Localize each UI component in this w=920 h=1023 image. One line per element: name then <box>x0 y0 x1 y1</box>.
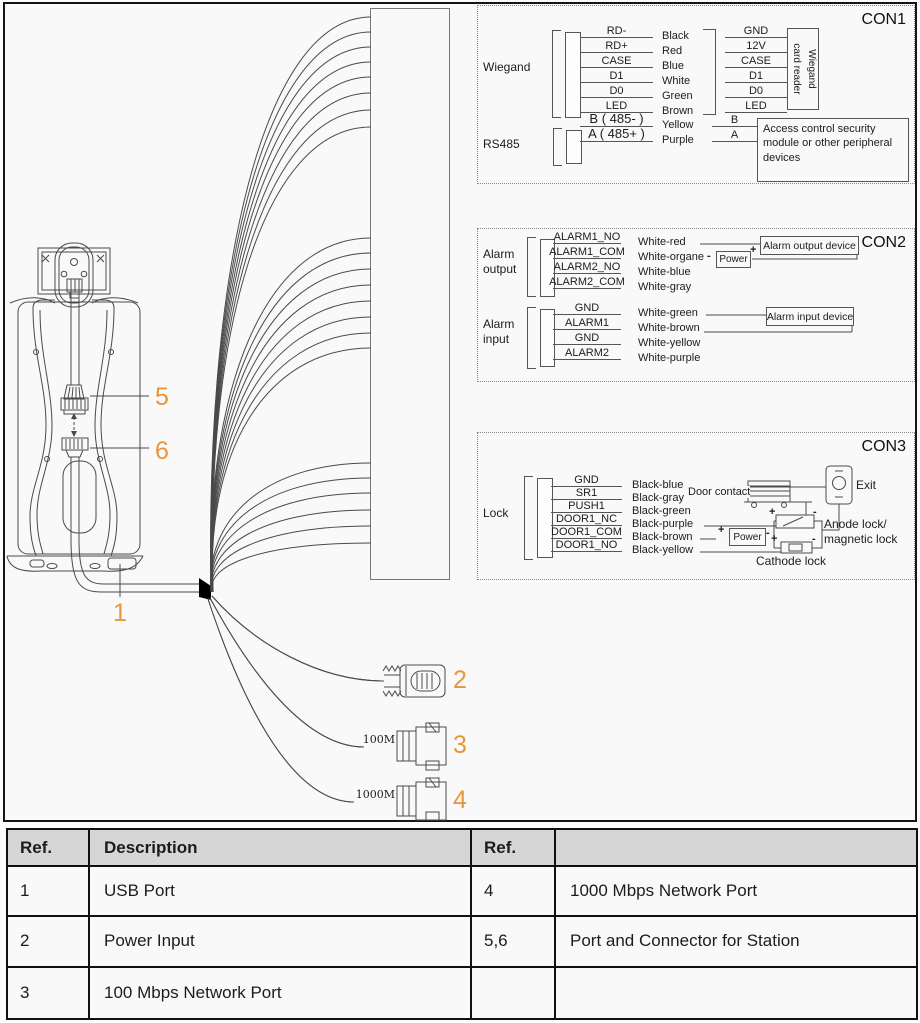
pin-row <box>553 300 621 315</box>
wire-color-label: White-organe <box>638 251 705 263</box>
pin-label: GND <box>574 302 600 314</box>
pin-row <box>580 38 653 53</box>
table-cell-ref: 2 <box>8 917 90 967</box>
pin-label: ALARM1_COM <box>549 246 625 258</box>
table-cell-description: USB Port <box>90 867 472 917</box>
table-cell-description: 100 Mbps Network Port <box>90 968 472 1018</box>
pin-label: B ( 485- ) <box>589 111 644 126</box>
wire-color-label: Purple <box>662 134 694 146</box>
wire-color-label: White-green <box>638 307 698 319</box>
pin-label: ALARM1 <box>564 317 610 329</box>
lock-power-plus-sign: + <box>718 524 725 536</box>
callout-1: 1 <box>113 599 127 627</box>
pin-label: RD- <box>606 25 627 37</box>
con3-title: CON3 <box>861 438 906 455</box>
pin-label: DOOR1_COM <box>551 526 622 538</box>
table-cell-description: Port and Connector for Station <box>556 917 916 967</box>
pin-label: CASE <box>741 55 771 67</box>
pin-row <box>549 274 625 289</box>
pin-row <box>725 53 787 68</box>
table-cell-ref: 4 <box>472 867 556 917</box>
wiegand-pin-list <box>580 23 653 113</box>
pin-label: RD+ <box>605 40 628 52</box>
lock-pin-list <box>551 474 622 552</box>
wire-color-label: Brown <box>662 105 694 117</box>
alarm-output-pin-list <box>549 229 625 289</box>
pin-row <box>551 539 622 552</box>
pin-label: ALARM2_COM <box>549 276 625 288</box>
pin-wire <box>712 141 757 142</box>
wire-color-label: White-red <box>638 236 686 248</box>
table-cell-description: Power Input <box>90 917 472 967</box>
wire-color-label: White <box>662 75 691 87</box>
pin-label: A <box>730 129 739 141</box>
con1-title: CON1 <box>861 11 906 28</box>
pin-row <box>549 244 625 259</box>
pin-label: 12V <box>746 40 766 52</box>
pin-row <box>551 513 622 526</box>
wiegand-card-reader-box <box>787 28 819 110</box>
pin-row <box>551 474 622 487</box>
table-cell-ref: 1 <box>8 867 90 917</box>
pin-row <box>725 38 787 53</box>
rs485-right-pin-list <box>712 112 757 142</box>
table-header-description: Description <box>90 830 472 867</box>
wire-color-label: Black-brown <box>632 531 693 543</box>
pin-label: GND <box>743 25 769 37</box>
cathode-lock-label: Cathode lock <box>756 554 827 568</box>
table-cell-ref: 3 <box>8 968 90 1018</box>
wire-color-label: Red <box>662 45 683 57</box>
power-minus-sign: - <box>707 250 711 262</box>
pin-wire <box>580 141 653 142</box>
pin-row <box>580 68 653 83</box>
wire-color-label: White-yellow <box>638 337 701 349</box>
reference-table <box>6 828 918 1020</box>
pin-label: GND <box>574 474 599 486</box>
alarm-output-device-box: Alarm output device <box>760 236 859 255</box>
pin-row <box>580 53 653 68</box>
pin-row <box>551 500 622 513</box>
wire-color-label: Blue <box>662 60 685 72</box>
wire-color-label: White-blue <box>638 266 691 278</box>
table-cell-ref <box>472 968 556 1018</box>
alarm-input-group-label: Alarm input <box>483 317 515 346</box>
con2-title: CON2 <box>861 234 906 251</box>
wire-color-label: White-gray <box>638 281 692 293</box>
pin-row <box>553 345 621 360</box>
pin-row <box>712 112 757 127</box>
wire-color-label: White-brown <box>638 322 700 334</box>
exit-label: Exit <box>856 478 877 492</box>
lock-group-label: Lock <box>483 506 509 520</box>
anode-plus-sign: + <box>769 506 776 518</box>
pin-label: DOOR1_NO <box>555 539 618 551</box>
power-plus-sign: + <box>750 244 757 256</box>
table-cell-ref: 5,6 <box>472 917 556 967</box>
cathode-plus-sign: + <box>771 533 778 545</box>
pin-label: LED <box>605 100 628 112</box>
rs485-group-label: RS485 <box>483 137 520 151</box>
alarm-input-pin-list <box>553 300 621 360</box>
pin-row <box>551 487 622 500</box>
alarm-power-box: Power <box>716 251 751 268</box>
reader-pin-list <box>725 23 787 113</box>
pin-label: DOOR1_NC <box>555 513 618 525</box>
wire-color-label: Green <box>662 90 693 102</box>
pin-label: ALARM1_NO <box>553 231 621 243</box>
pin-label: ALARM2 <box>564 347 610 359</box>
pin-label: D0 <box>748 85 764 97</box>
pin-wire <box>551 551 622 552</box>
pin-row <box>553 259 621 274</box>
wiegand-group-label: Wiegand <box>483 60 531 74</box>
pin-row <box>580 127 653 142</box>
anode-minus-sign: - <box>813 506 817 518</box>
pin-row <box>553 315 621 330</box>
callout-5: 5 <box>155 383 169 411</box>
cable-label-100m: 100M <box>362 733 395 746</box>
wire-color-label: Black-blue <box>632 479 684 491</box>
pin-row <box>553 330 621 345</box>
callout-4: 4 <box>453 786 467 814</box>
callout-6: 6 <box>155 437 169 465</box>
terminal-strip <box>370 8 450 580</box>
pin-row <box>580 23 653 38</box>
wire-color-label: Black-purple <box>632 518 694 530</box>
table-cell-description: 1000 Mbps Network Port <box>556 867 916 917</box>
alarm-input-device-box: Alarm input device <box>766 307 854 326</box>
cable-label-1000m: 1000M <box>350 788 395 801</box>
door-contact-label: Door contact <box>688 486 751 498</box>
pin-row <box>725 83 787 98</box>
rs485-device-box: Access control security module or other peripheral devices <box>757 118 909 182</box>
callout-2: 2 <box>453 666 467 694</box>
wire-color-label: Yellow <box>662 119 694 131</box>
wiegand-card-reader-label: Wiegand card reader <box>791 43 817 95</box>
table-header-blank <box>556 830 916 867</box>
pin-label: B <box>730 114 739 126</box>
wire-color-label: White-purple <box>638 352 701 364</box>
pin-label: SR1 <box>575 487 598 499</box>
pin-label: GND <box>574 332 600 344</box>
pin-row <box>725 23 787 38</box>
pin-row <box>580 112 653 127</box>
rs485-pin-list <box>580 112 653 142</box>
alarm-output-group-label: Alarm output <box>483 247 517 276</box>
wire-color-label: Black-yellow <box>632 544 694 556</box>
table-header-ref2: Ref. <box>472 830 556 867</box>
pin-label: D1 <box>748 70 764 82</box>
pin-label: D0 <box>609 85 624 97</box>
pin-label: ALARM2_NO <box>553 261 621 273</box>
pin-row <box>553 229 621 244</box>
wire-color-label: Black-gray <box>632 492 684 504</box>
pin-row <box>580 83 653 98</box>
pin-row <box>551 526 622 539</box>
table-header-ref: Ref. <box>8 830 90 867</box>
pin-row <box>725 68 787 83</box>
cathode-minus-sign: - <box>812 533 816 545</box>
pin-label: D1 <box>609 70 624 82</box>
pin-wire <box>553 288 621 289</box>
pin-label: PUSH1 <box>568 500 605 512</box>
pin-row <box>725 98 787 113</box>
pin-label: CASE <box>601 55 632 67</box>
lock-power-box: Power <box>729 528 766 546</box>
pin-label: LED <box>745 100 767 112</box>
callout-3: 3 <box>453 731 467 759</box>
wire-color-label: Black-green <box>632 505 691 517</box>
table-cell-description <box>556 968 916 1018</box>
anode-lock-label: Anode lock/ magnetic lock <box>824 517 898 546</box>
wire-color-label: Black <box>662 30 689 42</box>
lock-power-minus-sign: - <box>766 527 770 539</box>
pin-label: A ( 485+ ) <box>588 126 645 141</box>
pin-row <box>712 127 757 142</box>
pin-wire <box>553 359 621 360</box>
